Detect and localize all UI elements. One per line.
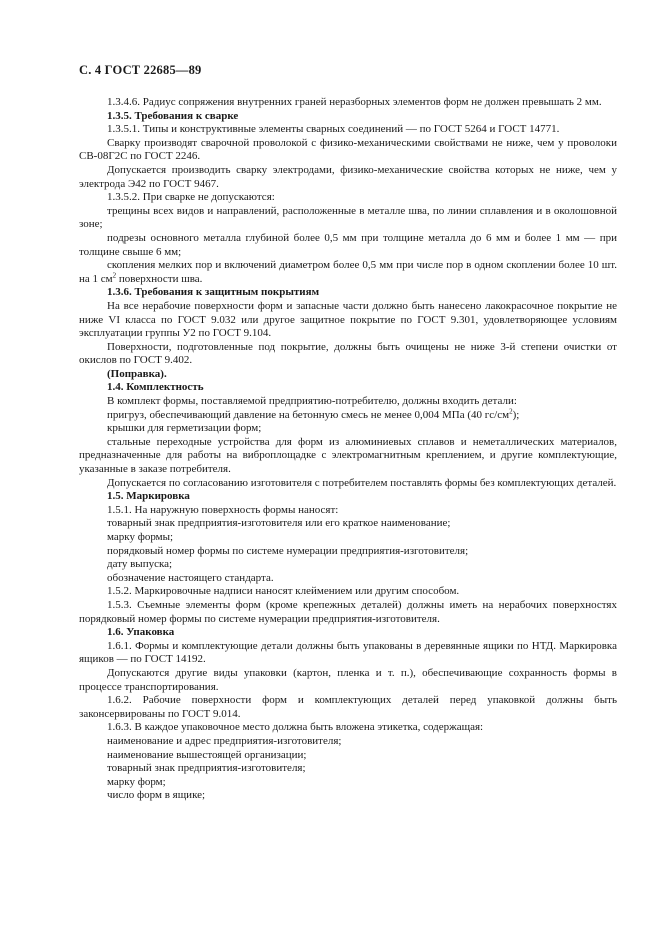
section-heading-coatings: 1.3.6. Требования к защитным покрытиям xyxy=(107,286,320,299)
list-item-form-brand: марку формы; xyxy=(107,531,174,543)
clause-1-5-3: 1.5.3. Съемные элементы форм (кроме крепежных деталей) должны иметь на нерабочих поверхностях порядковый номер формы по системе нумерации предприятия-изготовителя. xyxy=(79,598,617,625)
section-heading-marking: 1.5. Маркировка xyxy=(107,490,190,503)
list-item-trademark: товарный знак предприятия-изготовителя или его краткое наименование; xyxy=(107,517,451,530)
superscript: 2 xyxy=(509,407,513,415)
paragraph-without-parts: Допускается по согласованию изготовителя с потребителем поставлять формы без комплектующих деталей. xyxy=(107,476,617,489)
clause-1-3-5-1: 1.3.5.1. Типы и конструктивные элементы сварных соединений — по ГОСТ 5264 и ГОСТ 14771. xyxy=(107,123,560,136)
section-heading-welding: 1.3.5. Требования к сварке xyxy=(107,109,239,122)
list-item-cracks: трещины всех видов и направлений, расположенные в металле шва, по линии сплавления и в околошовной зоне; xyxy=(79,204,617,231)
weight-text: пригруз, обеспечивающий давление на бетонную смесь не менее 0,004 МПа (40 гс/см xyxy=(107,408,510,421)
list-item-undercuts: подрезы основного металла глубиной более 0,5 мм при толщине металла до 6 мм и более 1 мм — при толщине свыше 6 мм; xyxy=(79,231,617,258)
pores-text-end: поверхности шва. xyxy=(116,272,203,285)
weight-text-end: ); xyxy=(512,408,520,421)
section-heading-packaging: 1.6. Упаковка xyxy=(107,626,175,639)
clause-1-3-4-6: 1.3.4.6. Радиус сопряжения внутренних граней неразборных элементов форм не должен превышать 2 мм. xyxy=(107,96,602,108)
list-item-form-brand-label: марку форм; xyxy=(107,775,166,788)
paragraph-coating: На все нерабочие поверхности форм и запасные части должно быть нанесено лакокрасочное покрытие не ниже VI класса по ГОСТ 9.032 или другое защитное покрытие по ГОСТ 9.301, удовлетворяющее условиям эксплуатации группы У2 по ГОСТ 9.104. xyxy=(79,299,617,340)
clause-1-6-1: 1.6.1. Формы и комплектующие детали должны быть упакованы в деревянные ящики по НТД. Маркировка ящиков — по ГОСТ 14192. xyxy=(79,639,617,666)
superscript: 2 xyxy=(112,271,117,280)
clause-1-6-2: 1.6.2. Рабочие поверхности форм и комплектующих деталей перед упаковкой должны быть законсервированы по ГОСТ 9.014. xyxy=(79,694,617,720)
pores-text: скопления мелких пор и включений диаметром более 0,5 мм при числе пор в одном скоплении более 10 шт. на 1 см xyxy=(79,259,617,285)
paragraph-electrodes: Допускается производить сварку электродами, физико-механические свойства которых не ниже, чем у электрода Э42 по ГОСТ 9467. xyxy=(79,163,617,190)
paragraph-welding-wire: Сварку производят сварочной проволокой с физико-механическими свойствами не ниже, чем у проволоки СВ-08Г2С по ГОСТ 2246. xyxy=(79,136,617,163)
amendment-note: (Поправка). xyxy=(107,367,167,380)
list-item-release-date: дату выпуска; xyxy=(107,558,173,571)
clause-1-5-1: 1.5.1. На наружную поверхность формы наносят: xyxy=(107,503,339,516)
paragraph-other-packaging: Допускаются другие виды упаковки (картон, пленка и т. п.), обеспечивающие сохранность формы в процессе транспортирования. xyxy=(79,666,617,693)
list-item-trademark-label: товарный знак предприятия-изготовителя; xyxy=(107,762,306,775)
list-item-weight xyxy=(79,409,617,423)
list-item-name-address: наименование и адрес предприятия-изготовителя; xyxy=(107,734,342,747)
list-item-parent-org: наименование вышестоящей организации; xyxy=(107,748,307,761)
document-body xyxy=(79,96,617,803)
clause-1-3-5-2: 1.3.5.2. При сварке не допускаются: xyxy=(107,191,275,204)
list-item-covers: крышки для герметизации форм; xyxy=(107,422,262,435)
list-item-pores xyxy=(79,259,617,286)
list-item-adapters: стальные переходные устройства для форм из алюминиевых сплавов и неметаллических материалов, предназначенные для работы на виброплощадке с электромагнитным креплением, и другие комплектующие, указанные в заказе потребителя. xyxy=(79,435,617,476)
list-item-standard-designation: обозначение настоящего стандарта. xyxy=(107,571,274,584)
list-item-form-count: число форм в ящике; xyxy=(107,789,206,802)
section-heading-completeness: 1.4. Комплектность xyxy=(107,381,204,394)
paragraph-kit-contents: В комплект формы, поставляемой предприятию-потребителю, должны входить детали: xyxy=(107,395,517,408)
clause-1-5-2: 1.5.2. Маркировочные надписи наносят клеймением или другим способом. xyxy=(107,585,460,598)
list-item-serial-number: порядковый номер формы по системе нумерации предприятия-изготовителя; xyxy=(107,544,469,557)
clause-1-6-3: 1.6.3. В каждое упаковочное место должна быть вложена этикетка, содержащая: xyxy=(107,721,484,734)
page-header: С. 4 ГОСТ 22685—89 xyxy=(79,63,202,77)
paragraph-surface-cleaning: Поверхности, подготовленные под покрытие, должны быть очищены не ниже 3-й степени очистки от окислов по ГОСТ 9.402. xyxy=(79,340,617,367)
